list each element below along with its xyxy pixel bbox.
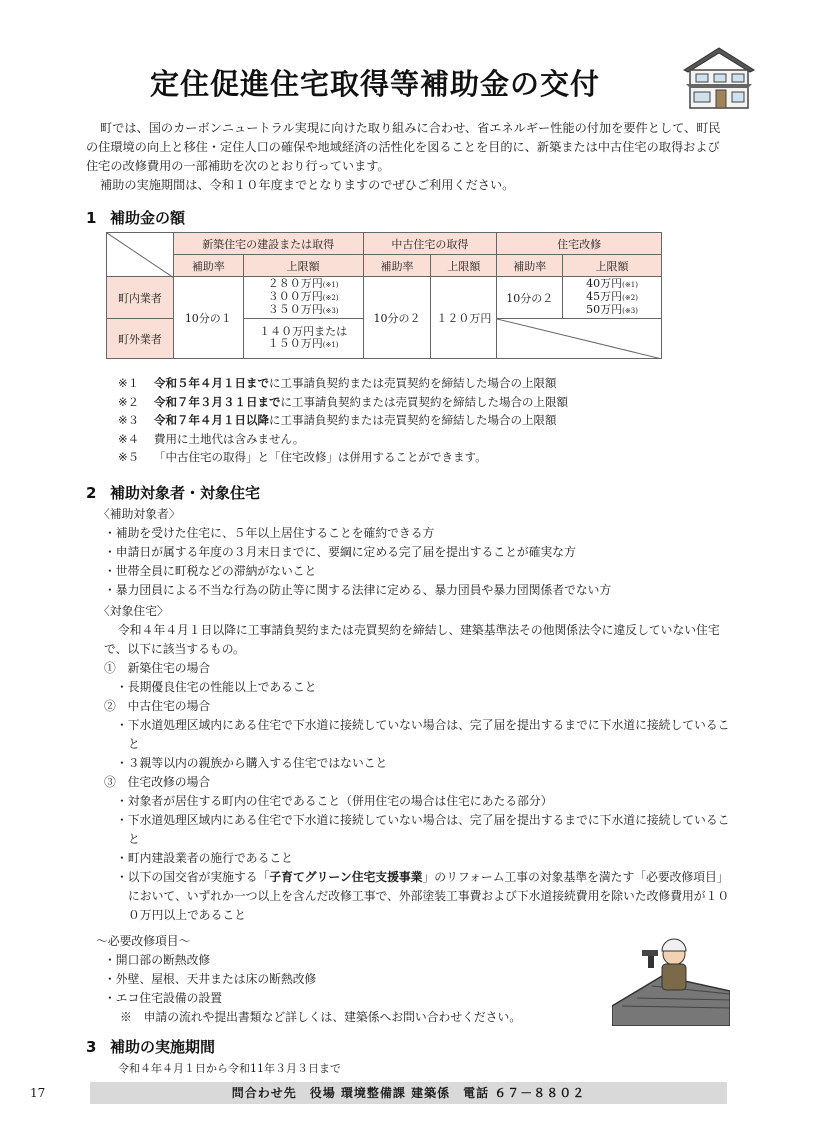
intro-paragraph-1: 町では、国のカーボンニュートラル実現に向けた取り組みに合わせ、省エネルギー性能の付加を要件として、町民の住環境の向上と移住・定住人口の確保や地域経済の活性化を図ることを目的に、新築または中古住宅の取得および住宅の改修費用の一部補助を次のとおり行っています。 [86,121,721,173]
used-limit-header: 上限額 [431,255,497,277]
note-1: ※１ 令和５年４月１日までに工事請負契約または売買契約を締結した場合の上限額 [118,376,557,390]
used-rate-header: 補助率 [363,255,431,277]
roofer-illustration [612,936,730,1026]
intro-text [86,119,726,195]
col-header-new: 新築住宅の建設または取得 [173,233,363,255]
note-5: ※５ 「中古住宅の取得」と「住宅改修」は併用することができます。 [118,450,487,464]
section-2-body [96,505,736,925]
repair-item: ・開口部の断熱改修 [104,953,211,967]
case-3-item: ・対象者が居住する町内の住宅であること（併用住宅の場合は住宅にあたる部分） [116,794,553,808]
case-3-label: ③ 住宅改修の場合 [104,775,211,789]
repair-item: ・エコ住宅設備の設置 [104,991,222,1005]
case-2-item: ・３親等以内の親族から購入する住宅ではないこと [116,756,388,770]
page-title: 定住促進住宅取得等補助金の交付 [150,67,601,101]
note-2: ※２ 令和７年３月３１日までに工事請負契約または売買契約を締結した場合の上限額 [118,394,568,409]
target-item: ・世帯全員に町税などの滞納がないこと [104,564,317,578]
new-rate-header: 補助率 [173,255,243,277]
reform-limit-local: 40万円(※1) 45万円(※2) 50万円(※3) [563,277,662,319]
house-illustration [680,44,758,110]
section-3-heading: 3 補助の実施期間 [86,1038,216,1056]
page-number: 17 [30,1086,46,1100]
target-label: 〈補助対象者〉 [98,507,181,521]
case-2-item: ・下水道処理区域内にある住宅で下水道に接続していない場合は、完了届を提出するまでに下水道に接続していること [116,718,730,751]
subsidy-table [106,232,662,359]
case-3-item-last: ・以下の国交省が実施する「子育てグリーン住宅支援事業」のリフォーム工事の対象基準を満たす「必要改修項目」において、いずれか一つ以上を含んだ改修工事で、外部塗装工事費および下水道接続費用を除いた改修費用が１００万円以上であること [116,870,730,922]
reform-limit-header: 上限額 [563,255,662,277]
col-header-used: 中古住宅の取得 [363,233,497,255]
required-repairs [96,932,616,1027]
intro-paragraph-2: 補助の実施期間は、令和１０年度までとなりますのでぜひご利用ください。 [100,178,515,192]
row-header-local: 町内業者 [107,277,174,319]
repair-note: ※ 申請の流れや提出書類など詳しくは、建築係へお問い合わせください。 [120,1010,522,1024]
section-2-heading: 2 補助対象者・対象住宅 [86,484,261,502]
repair-item: ・外壁、屋根、天井または床の断熱改修 [104,972,317,986]
house-label: 〈対象住宅〉 [98,604,169,618]
case-3-item: ・町内建設業者の施行であること [116,851,293,865]
table-notes [118,374,568,467]
new-rate-value: 10分の１ [173,277,243,359]
section-1-heading: 1 補助金の額 [86,209,186,227]
row-header-outside: 町外業者 [107,319,174,359]
reform-outside-na [497,319,662,359]
target-item: ・申請日が属する年度の３月末日までに、要綱に定める完了届を提出することが確実な方 [104,545,576,559]
target-item: ・補助を受けた住宅に、５年以上居住することを確約できる方 [104,526,435,540]
note-3: ※３ 令和７年４月１日以降に工事請負契約または売買契約を締結した場合の上限額 [118,413,557,427]
house-intro: 令和４年４月１日以降に工事請負契約または売買契約を締結し、建築基準法その他関係法令に違反していない住宅で、以下に該当するもの。 [104,623,720,656]
used-rate-value: 10分の２ [363,277,431,359]
used-limit-value: １２０万円 [431,277,497,359]
table-corner [107,233,174,277]
case-1-item: ・長期優良住宅の性能以上であること [116,680,317,694]
reform-rate-value: 10分の２ [497,277,563,319]
new-limit-header: 上限額 [243,255,363,277]
col-header-reform: 住宅改修 [497,233,662,255]
new-limit-outside: １４０万円または １５０万円(※1) [243,319,363,359]
target-item: ・暴力団員による不当な行為の防止等に関する法律に定める、暴力団員や暴力団関係者でない方 [104,583,612,597]
case-2-label: ② 中古住宅の場合 [104,699,211,713]
case-3-item: ・下水道処理区域内にある住宅で下水道に接続していない場合は、完了届を提出するまでに下水道に接続していること [116,813,730,846]
note-4: ※４ 費用に土地代は含みません。 [118,431,305,446]
repair-label: 〜必要改修項目〜 [96,934,191,948]
contact-footer: 問合わせ先 役場 環境整備課 建築係 電話 ６７－８８０２ [90,1082,727,1104]
period-text: 令和４年４月１日から令和11年３月３日まで [118,1062,341,1075]
reform-rate-header: 補助率 [497,255,563,277]
new-limit-local: ２８０万円(※1) ３００万円(※2) ３５０万円(※3) [243,277,363,319]
case-1-label: ① 新築住宅の場合 [104,661,211,675]
